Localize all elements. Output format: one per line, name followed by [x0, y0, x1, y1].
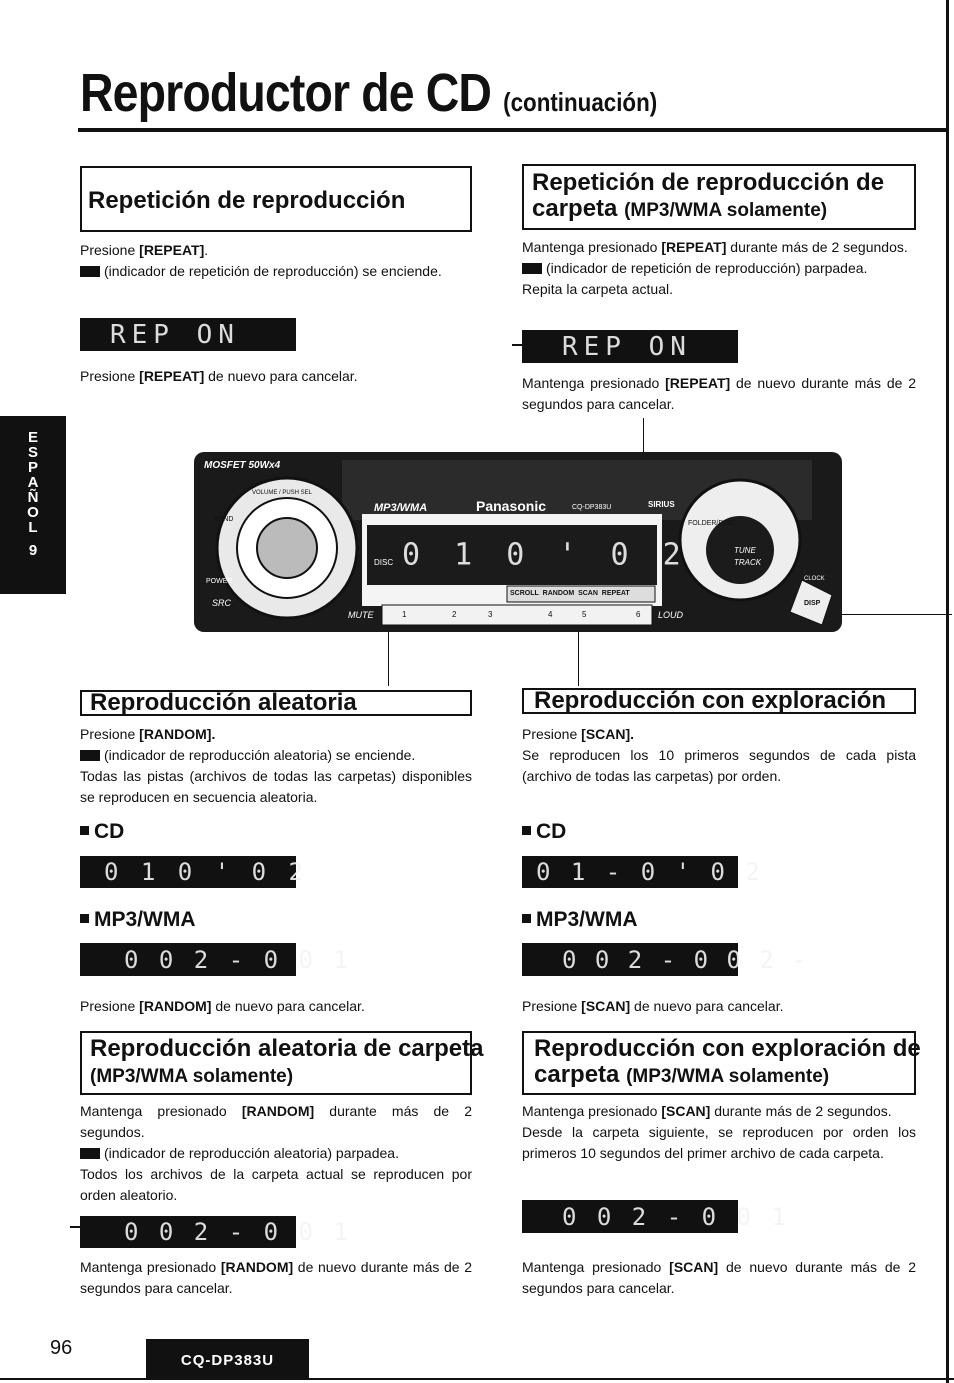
random-instructions — [80, 724, 472, 808]
text: (indicador de repetición de reproducción) se enciende. — [104, 263, 442, 279]
scan-mp3-subheading — [522, 908, 638, 932]
page-number: 96 — [50, 1337, 73, 1359]
preset-4-label: 4 — [548, 610, 553, 619]
repeat-indicator-icon — [80, 266, 100, 277]
section-border — [522, 228, 916, 230]
random-indicator-icon — [80, 750, 100, 761]
lcd-display-scan-cd — [522, 856, 763, 888]
text: de nuevo durante más de 2 segundos para cancelar. — [522, 1259, 917, 1296]
language-tab-letter: L — [28, 519, 38, 536]
key-label: [SCAN] — [581, 998, 631, 1014]
language-tab — [0, 416, 66, 594]
language-tab-letter: O — [27, 504, 39, 521]
lcd-text: 0 1 0 ' 0 2 — [104, 858, 307, 886]
folder-random-cancel — [80, 1257, 472, 1299]
folder-repeat-cancel — [522, 373, 916, 415]
key-label: [RANDOM] — [220, 1259, 294, 1275]
section-heading-repeat: Repetición de reproducción — [88, 187, 406, 214]
scan-cancel — [522, 996, 916, 1017]
key-label: [SCAN] — [661, 1103, 711, 1119]
lcd-display-random-mp3 — [80, 943, 351, 976]
scroll-random-scan-repeat-labels — [510, 590, 630, 597]
lcd-text: 0 1 - 0 ' 0 2 — [536, 858, 763, 886]
repeat-label: REPEAT — [601, 590, 630, 597]
heading-note: (MP3/WMA solamente) — [626, 1066, 830, 1087]
text: (indicador de reproducción aleatoria) parpadea. — [104, 1145, 399, 1161]
key-label: [RANDOM] — [139, 998, 212, 1014]
bullet-square — [80, 826, 89, 835]
section-border — [522, 1093, 916, 1095]
lcd-display-folder-scan — [522, 1200, 789, 1233]
text: Presione — [522, 726, 578, 742]
section-heading-scan: Reproducción con exploración — [534, 687, 887, 714]
scan-label: SCAN — [578, 590, 598, 597]
text: (indicador de repetición de reproducción) parpadea. — [546, 260, 868, 276]
text: Mantenga presionado — [522, 1103, 658, 1119]
key-label: [REPEAT] — [139, 368, 205, 384]
page-title — [80, 62, 657, 124]
random-label: RANDOM — [542, 590, 575, 597]
lcd-display-folder-repeat — [522, 330, 738, 363]
power-rating-label: MOSFET 50Wx4 — [204, 460, 281, 471]
section-border — [80, 1093, 472, 1095]
random-indicator-icon — [80, 1148, 100, 1159]
device-lcd-text: 0 1 0 ' 0 2 — [402, 537, 689, 573]
random-cd-subheading — [80, 820, 124, 844]
text: Mantenga presionado — [80, 1103, 227, 1119]
scan-cd-subheading — [522, 820, 566, 844]
lcd-text: REP ON — [110, 319, 240, 350]
heading-note: (MP3/WMA solamente) — [90, 1066, 294, 1087]
lcd-text: 0 0 2 - 0 0 1 — [562, 1202, 789, 1231]
repeat-cancel — [80, 366, 472, 387]
text: Presione — [80, 726, 136, 742]
leader-line-disp — [832, 614, 952, 615]
subheading-text: MP3/WMA — [94, 908, 196, 931]
text: Todos los archivos de la carpeta actual se reproducen por orden aleatorio. — [80, 1166, 472, 1203]
page-title-text: Reproductor de CD — [80, 63, 492, 123]
lcd-text: 0 0 2 - 0 0 2 - — [562, 945, 809, 974]
key-label: [RANDOM]. — [139, 726, 216, 742]
blink-mark — [70, 1226, 80, 1228]
random-cancel — [80, 996, 472, 1017]
bullet-square — [522, 914, 531, 923]
disp-label: DISP — [804, 600, 821, 607]
text: de nuevo para cancelar. — [208, 368, 358, 384]
folder-disc-label: FOLDER/DISC — [688, 520, 736, 527]
random-mp3-subheading — [80, 908, 196, 932]
language-tab-number: 9 — [28, 542, 38, 559]
heading-text: Reproducción con exploración de — [534, 1035, 921, 1062]
subheading-text: MP3/WMA — [536, 908, 638, 931]
preset-1-label: 1 — [402, 610, 407, 619]
lcd-display-folder-random — [80, 1216, 351, 1248]
key-label: [RANDOM] — [241, 1103, 315, 1119]
loud-label: LOUD — [658, 610, 684, 620]
lcd-display-scan-mp3 — [522, 943, 809, 976]
repeat-indicator-icon — [522, 263, 542, 274]
text: Presione — [80, 368, 136, 384]
heading-text: Reproducción aleatoria de carpeta — [90, 1035, 484, 1062]
section-border — [80, 230, 472, 232]
section-heading-random: Reproducción aleatoria — [90, 689, 357, 716]
key-label: [SCAN]. — [581, 726, 635, 742]
language-tab-letter: E — [27, 429, 38, 446]
repeat-instructions: Presione [REPEAT]. (indicador de repetición de reproducción) se enciende. — [80, 242, 442, 279]
src-label: SRC — [212, 598, 232, 608]
text: Repita la carpeta actual. — [522, 281, 673, 297]
band-label: BAND — [214, 516, 234, 523]
key-label: [REPEAT] — [139, 242, 205, 258]
preset-3-label: 3 — [488, 610, 493, 619]
folder-random-instructions — [80, 1101, 472, 1206]
key-label: [REPEAT] — [665, 375, 731, 391]
bullet-square — [80, 914, 89, 923]
volume-label: VOLUME / PUSH SEL — [252, 490, 313, 496]
lcd-display-repeat — [80, 318, 296, 351]
track-label: TRACK — [734, 558, 762, 567]
language-tab-letter: A — [27, 474, 39, 491]
heading-note: (MP3/WMA solamente) — [624, 200, 828, 221]
model-label: CQ-DP383U — [146, 1339, 309, 1380]
subheading-text: CD — [536, 820, 567, 843]
language-tab-letter: S — [27, 444, 38, 461]
language-tab-letter: Ñ — [27, 489, 39, 506]
section-heading-folder-random — [90, 1036, 483, 1090]
text: Presione — [80, 998, 136, 1014]
lcd-display-random-cd — [80, 856, 307, 888]
text: Mantenga presionado — [522, 375, 660, 391]
text: durante más de 2 segundos. — [730, 239, 908, 255]
brand-logo: Panasonic — [476, 498, 547, 514]
text: de nuevo durante más de 2 segundos para cancelar. — [522, 375, 916, 412]
lcd-text: 0 0 2 - 0 0 1 — [124, 1218, 351, 1246]
text: durante más de 2 segundos. — [714, 1103, 892, 1119]
language-tab-letter: P — [27, 459, 38, 476]
scan-instructions — [522, 724, 916, 787]
text: Todas las pistas (archivos de todas las carpetas) disponibles se reproducen en secuencia aleatoria. — [80, 768, 472, 805]
text: Mantenga presionado — [522, 1259, 662, 1275]
sirius-label: SIRIUS — [648, 500, 675, 509]
subheading-text: CD — [94, 820, 125, 843]
format-label: MP3/WMA — [374, 502, 428, 514]
section-heading-folder-scan — [534, 1036, 921, 1090]
section-heading-folder-repeat — [532, 170, 884, 224]
text: Mantenga presionado — [80, 1259, 217, 1275]
preset-6-label: 6 — [636, 610, 641, 619]
heading-text: Repetición de reproducción de — [532, 169, 885, 196]
title-rule — [78, 128, 946, 132]
page-edge — [946, 0, 949, 1383]
car-stereo-illustration — [192, 450, 844, 634]
text: Presione — [80, 242, 136, 258]
text: de nuevo para cancelar. — [215, 998, 365, 1014]
lcd-text: 0 0 2 - 0 0 1 — [124, 945, 351, 974]
folder-scan-cancel — [522, 1257, 916, 1299]
disc-label: DISC — [374, 558, 394, 567]
mute-label: MUTE — [348, 610, 374, 620]
text: Se reproducen los 10 primeros segundos de cada pista (archivo de todas las carpetas) por orden. — [522, 747, 916, 784]
text: Presione — [522, 998, 578, 1014]
text: de nuevo durante más de 2 segundos para cancelar. — [80, 1259, 472, 1296]
heading-text: carpeta — [534, 1061, 620, 1088]
folder-repeat-instructions — [522, 237, 916, 300]
text: Mantenga presionado — [522, 239, 658, 255]
power-label: POWER — [206, 578, 233, 585]
text: Desde la carpeta siguiente, se reproducen por orden los primeros 10 segundos del primer archivo de cada carpeta. — [522, 1124, 916, 1161]
text: de nuevo para cancelar. — [634, 998, 784, 1014]
preset-5-label: 5 — [582, 610, 587, 619]
preset-2-label: 2 — [452, 610, 457, 619]
heading-text: carpeta — [532, 195, 618, 222]
lcd-text: REP ON — [562, 331, 692, 362]
key-label: [SCAN] — [669, 1259, 719, 1275]
bottom-rule — [0, 1378, 954, 1380]
tune-label: TUNE — [734, 546, 756, 555]
bullet-square — [522, 826, 531, 835]
folder-scan-instructions — [522, 1101, 916, 1164]
text: (indicador de reproducción aleatoria) se enciende. — [104, 747, 416, 763]
page-title-suffix: (continuación) — [503, 87, 658, 117]
clock-label: CLOCK — [804, 576, 825, 582]
text: durante más de 2 segundos. — [80, 1103, 472, 1140]
key-label: [REPEAT] — [661, 239, 727, 255]
scroll-label: SCROLL — [510, 590, 539, 597]
model-small-label: CQ-DP383U — [572, 504, 612, 511]
blink-mark — [512, 344, 522, 346]
